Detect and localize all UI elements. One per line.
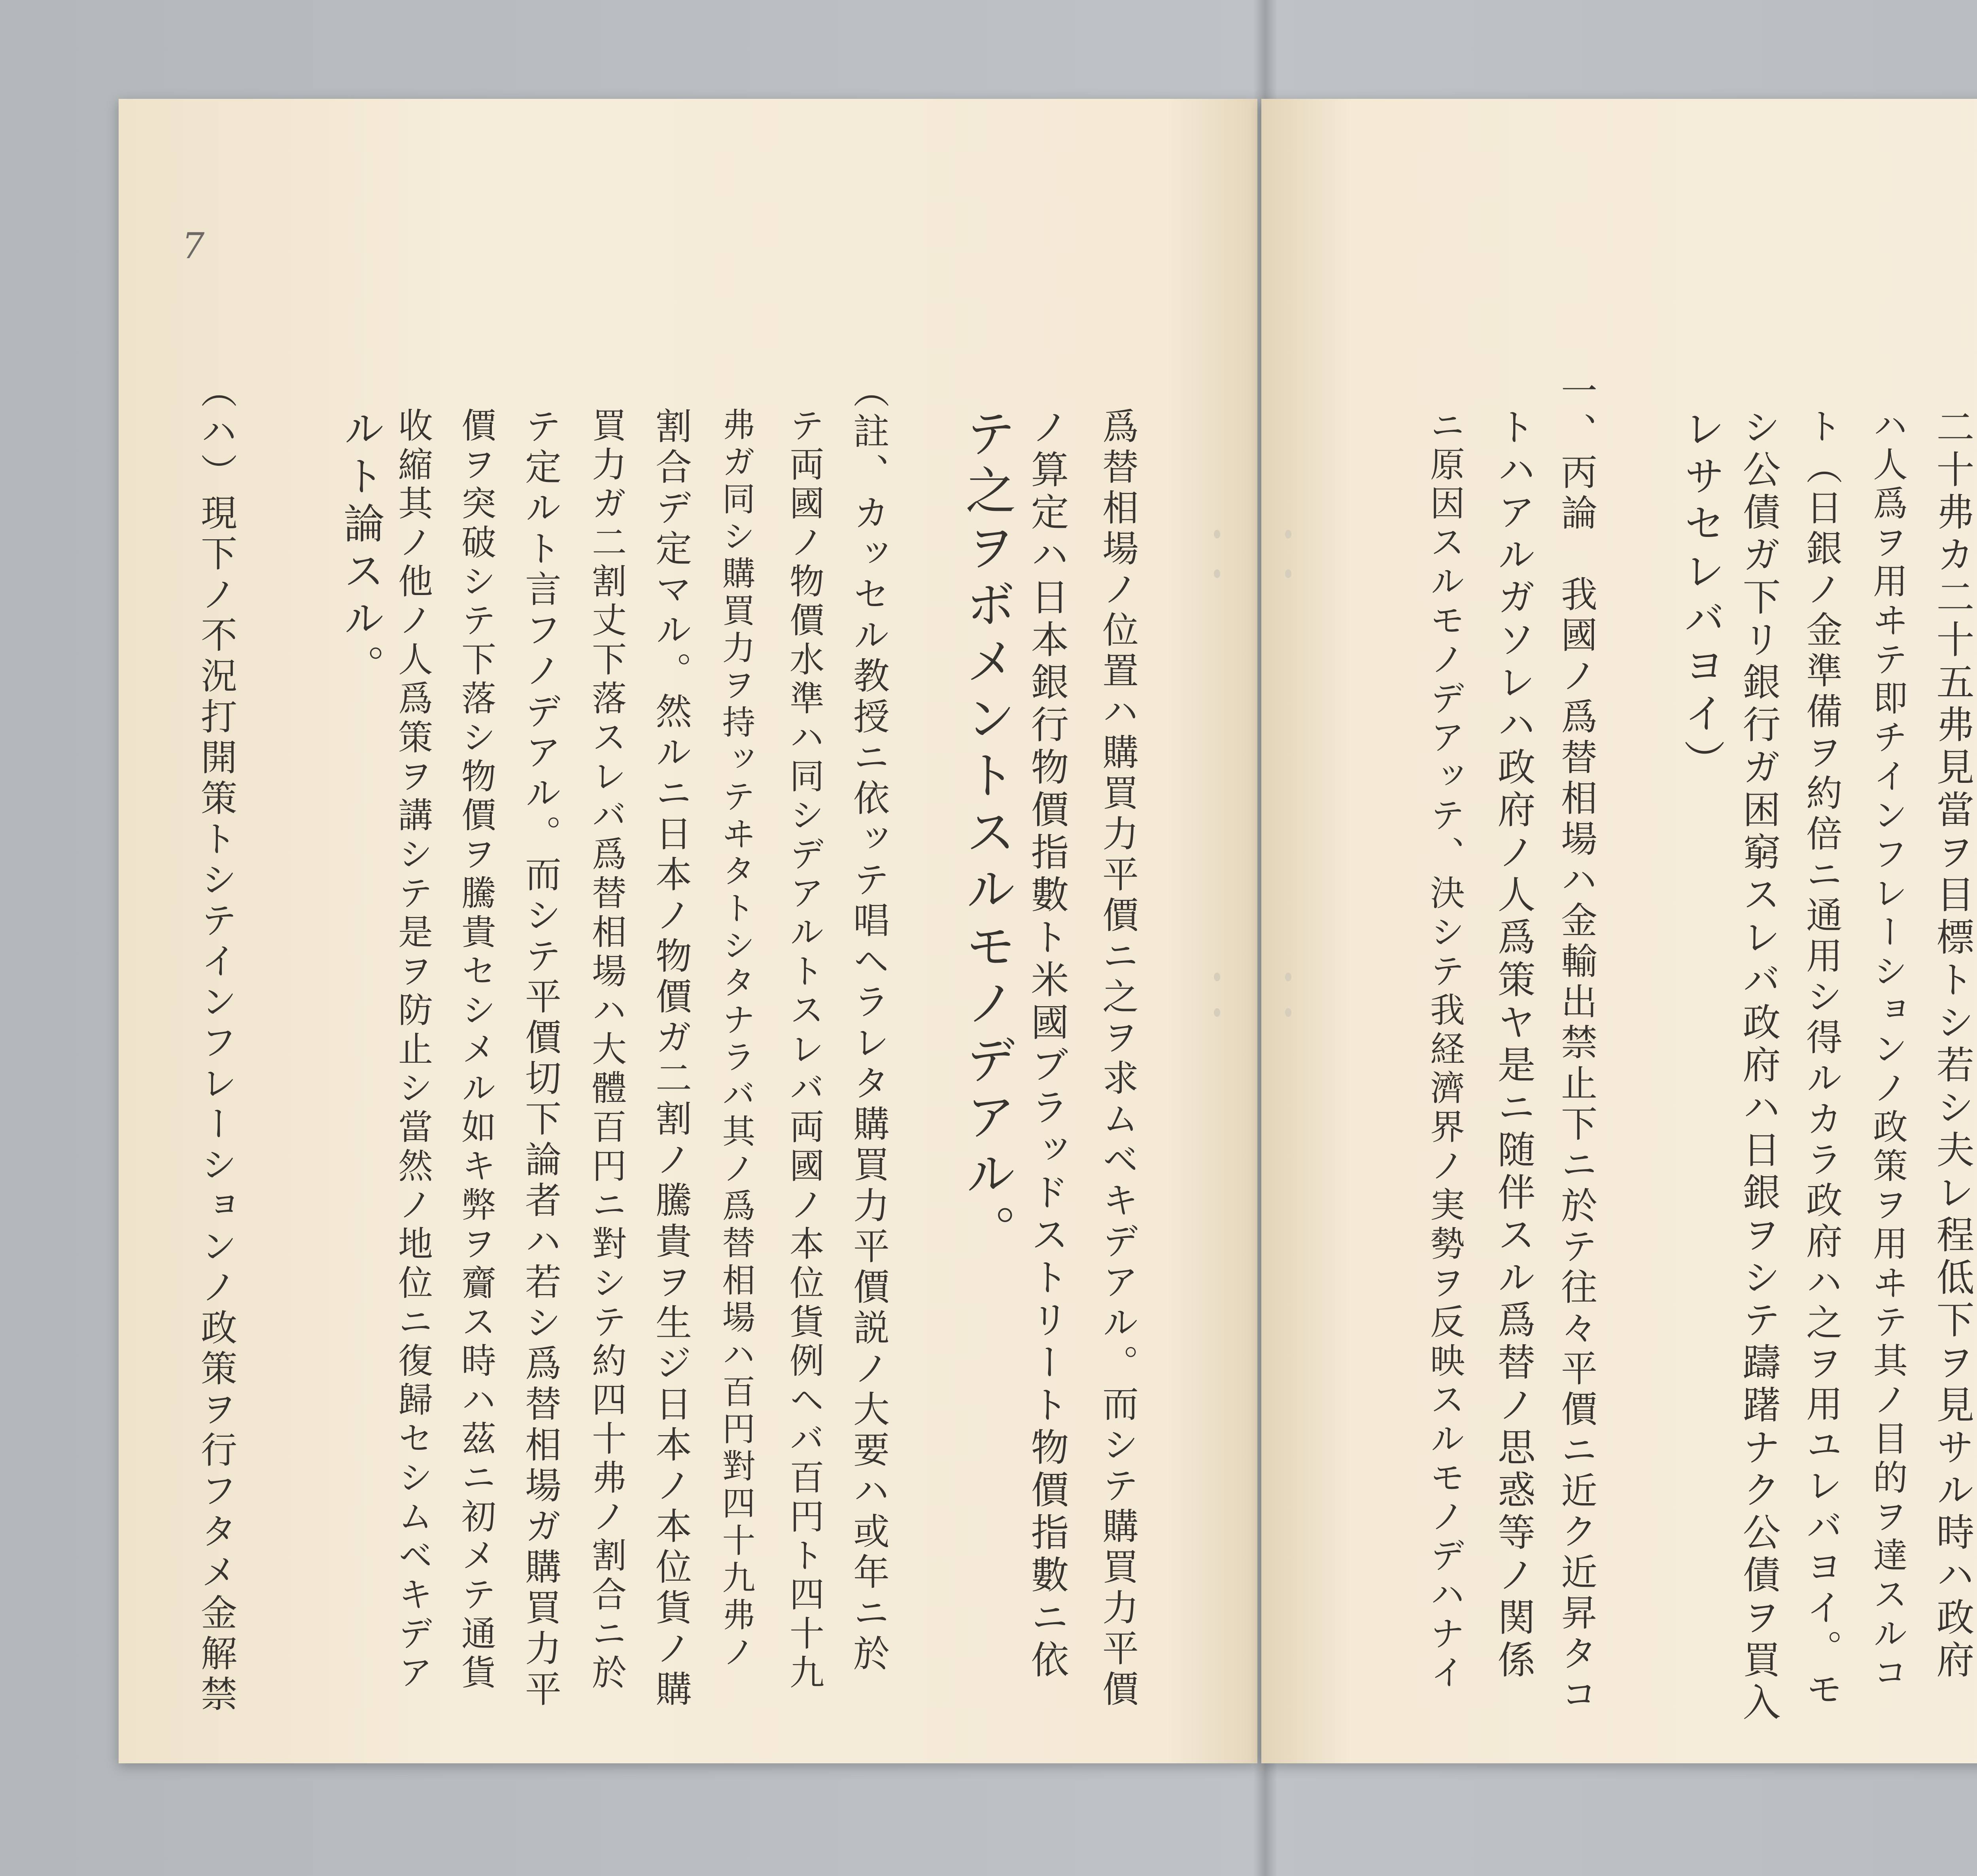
binding-hole (1285, 569, 1291, 578)
text-column: ト（日銀ノ金準備ヲ約倍ニ通用シ得ルカラ政府ハ之ヲ用ユレバヨイ。モ (1800, 407, 1843, 1711)
text-column: テ両國ノ物價水準ハ同シデアルトスレバ両國ノ本位貨例ヘバ百円ト四十九 (784, 407, 825, 1693)
text-column: ニ原因スルモノデアッテ、決シテ我経濟界ノ実勢ヲ反映スルモノデハナイ (1425, 407, 1465, 1693)
text-column: 二十弗カ二十五弗見當ヲ目標トシ若シ夫レ程低下ヲ見サル時ハ政府 (1930, 407, 1975, 1683)
text-column: 爲替相場ノ位置ハ購買力平價ニ之ヲ求ムベキデアル。而シテ購買力平價 (1096, 407, 1139, 1711)
binding-hole (1214, 973, 1220, 981)
text-column: （ハ）現下ノ不況打開策トシテインフレーションノ政策ヲ行フタメ金解禁 (195, 372, 237, 1716)
left-page (119, 99, 1257, 1763)
binding-hole (1214, 530, 1220, 538)
text-column: テ定ルト言フノデアル。而シテ平價切下論者ハ若シ爲替相場ガ購買力平 (519, 407, 561, 1711)
text-column: 買力ガ二割丈下落スレバ爲替相場ハ大體百円ニ對シテ約四十弗ノ割合ニ於 (586, 407, 627, 1693)
right-page (1261, 99, 1977, 1763)
text-column: 割合デ定マル。然ルニ日本ノ物價ガ二割ノ騰貴ヲ生ジ日本ノ本位貨ノ購 (650, 407, 692, 1711)
page-number: 7 (182, 225, 205, 267)
text-column: 收縮其ノ他ノ人爲策ヲ講シテ是ヲ防止シ當然ノ地位ニ復歸セシムベキデア (393, 407, 433, 1693)
text-column: トハアルガソレハ政府ノ人爲策ヤ是ニ随伴スル爲替ノ思惑等ノ関係 (1491, 407, 1536, 1683)
binding-hole (1285, 530, 1291, 538)
text-column: 一、丙論 我國ノ爲替相場ハ金輸出禁止下ニ於テ往々平價ニ近ク近昇タコ (1555, 372, 1597, 1716)
text-column: テ之ヲボメントスルモノデアル。 (957, 407, 1016, 1261)
text-column: シ公債ガ下リ銀行ガ困窮スレバ政府ハ日銀ヲシテ躊躇ナク公債ヲ買入 (1737, 407, 1781, 1725)
text-column: 弗ガ同シ購買力ヲ持ッテヰタトシタナラバ其ノ爲替相場ハ百円對四十九弗ノ (717, 407, 756, 1672)
binding-hole (1285, 973, 1291, 981)
text-column: ノ算定ハ日本銀行物價指數ト米國ブラッドストリート物價指數ニ依 (1025, 407, 1069, 1683)
text-column: ハ人爲ヲ用ヰテ即チインフレーションノ政策ヲ用ヰテ其ノ目的ヲ達スルコ (1867, 407, 1908, 1693)
text-column: 價ヲ突破シテ下落シ物價ヲ騰貴セシメル如キ弊ヲ齎ス時ハ茲ニ初メテ通貨 (456, 407, 497, 1693)
text-column: ルト論スル。 (336, 407, 385, 692)
binding-hole (1214, 569, 1220, 578)
text-column: レサセレバヨイ） (1677, 407, 1725, 787)
binding-hole (1214, 1008, 1220, 1017)
binding-hole (1285, 1008, 1291, 1017)
text-column: （註、カッセル教授ニ依ッテ唱ヘラレタ購買力平價説ノ大要ハ或年ニ於 (847, 372, 890, 1676)
